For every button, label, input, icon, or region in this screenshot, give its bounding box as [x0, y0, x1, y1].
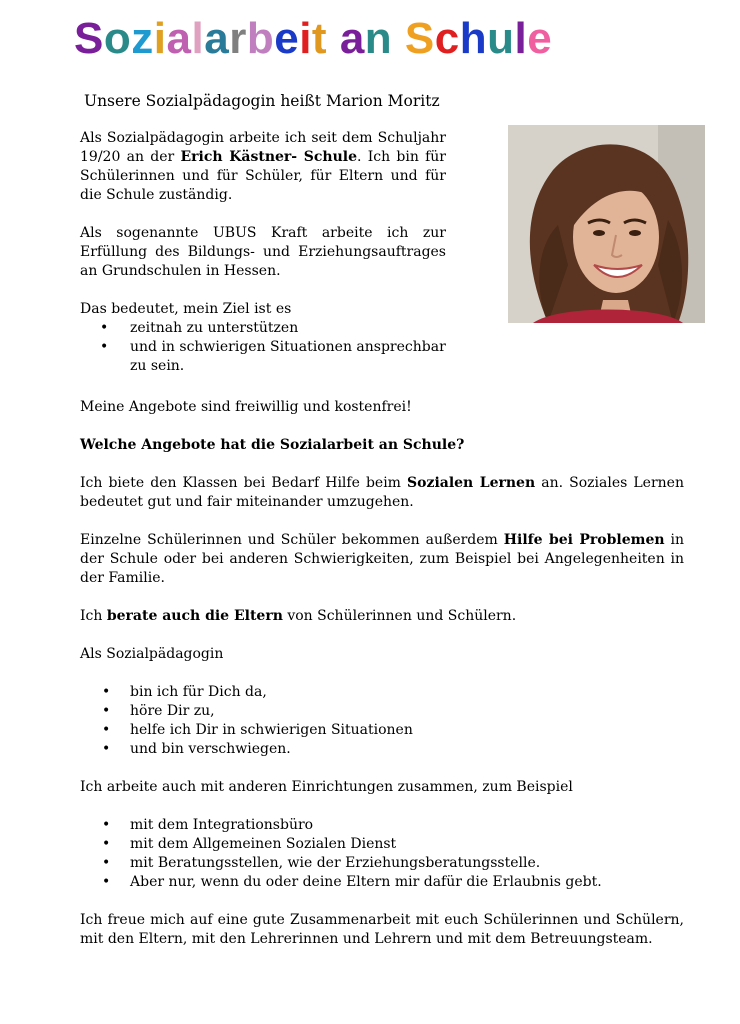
title-letter: S [74, 14, 104, 63]
problem-help-paragraph: Einzelne Schülerinnen und Schüler bekommen außerdem Hilfe bei Problemen in der Schule oder bei anderen Schwierigkeiten, zum Beispiel bei Angelegenheiten in der Familie. [80, 532, 684, 586]
cooperation-paragraph: Ich arbeite auch mit anderen Einrichtungen zusammen, zum Beispiel [80, 779, 573, 795]
title-letter: e [527, 14, 553, 63]
title-letter: l [191, 14, 205, 63]
goal-list [80, 319, 446, 376]
social-learning-paragraph: Ich biete den Klassen bei Bedarf Hilfe beim Sozialen Lernen an. Soziales Lernen bedeutet gut und fair miteinander umzugehen. [80, 475, 684, 510]
role-paragraph: Als Sozialpädagogin [80, 646, 224, 662]
bullet-icon: • [102, 855, 111, 871]
section-heading: Welche Angebote hat die Sozialarbeit an Schule? [80, 437, 465, 453]
title-letter [392, 14, 405, 63]
bullet-icon: • [100, 339, 109, 355]
intro-paragraph-goal: Das bedeutet, mein Ziel ist es [80, 301, 292, 317]
title-letter: b [246, 14, 275, 63]
title-letter: u [487, 14, 515, 63]
title-letter: t [311, 14, 328, 63]
role-list [80, 683, 684, 759]
offer-free-paragraph: Meine Angebote sind freiwillig und kostenfrei! [80, 399, 412, 415]
title-letter: i [299, 14, 312, 63]
portrait-photo [508, 125, 705, 323]
bullet-icon: • [100, 320, 109, 336]
title-letter: z [131, 14, 154, 63]
list-item: • mit Beratungsstellen, wie der Erziehungsberatungsstelle. [102, 855, 541, 871]
bullet-icon: • [102, 684, 111, 700]
list-item: • zeitnah zu unterstützen [100, 320, 299, 336]
list-item: • und in schwierigen Situationen ansprechbar zu sein. [100, 339, 446, 374]
bullet-icon: • [102, 874, 111, 890]
list-item: • bin ich für Dich da, [102, 684, 267, 700]
list-item: • mit dem Allgemeinen Sozialen Dienst [102, 836, 397, 852]
parents-paragraph: Ich berate auch die Eltern von Schülerinnen und Schülern. [80, 608, 517, 624]
subtitle: Unsere Sozialpädagogin heißt Marion Moritz [84, 92, 440, 110]
intro-paragraph-ubus: Als sogenannte UBUS Kraft arbeite ich zur Erfüllung des Bildungs- und Erziehungsauftrages an Grundschulen in Hessen. [80, 225, 446, 279]
list-item: • höre Dir zu, [102, 703, 215, 719]
title-letter: c [434, 14, 460, 63]
list-item: • und bin verschwiegen. [102, 741, 291, 757]
bullet-icon: • [102, 741, 111, 757]
title-letter: a [339, 14, 365, 63]
title-letter: i [153, 14, 167, 63]
title-letter: a [204, 14, 230, 63]
list-item: • helfe ich Dir in schwierigen Situationen [102, 722, 413, 738]
title-letter: S [404, 14, 435, 63]
title-letter [327, 14, 340, 63]
bullet-icon: • [102, 836, 111, 852]
portrait-icon [508, 125, 705, 323]
closing-paragraph: Ich freue mich auf eine gute Zusammenarbeit mit euch Schülerinnen und Schülern, mit den Eltern, mit den Lehrerinnen und Lehrern und mit dem Betreuungsteam. [80, 912, 684, 947]
bullet-icon: • [102, 703, 111, 719]
title-letter: r [229, 14, 247, 63]
intro-section [80, 129, 446, 395]
school-name: Erich Kästner- Schule [180, 149, 357, 165]
title-letter: a [166, 14, 192, 63]
bullet-icon: • [102, 817, 111, 833]
title-letter: l [514, 14, 528, 63]
list-item: • Aber nur, wenn du oder deine Eltern mir dafür die Erlaubnis gebt. [102, 874, 602, 890]
title-letter: e [274, 14, 300, 63]
page-title [74, 14, 552, 64]
list-item: • mit dem Integrationsbüro [102, 817, 314, 833]
intro-paragraph-school: Als Sozialpädagogin arbeite ich seit dem Schuljahr 19/20 an der Erich Kästner- Schule. Ich bin für Schülerinnen und für Schüler, für Eltern und für die Schule zuständig. [80, 130, 446, 203]
title-letter: n [364, 14, 393, 63]
cooperation-list [80, 816, 684, 892]
main-section [80, 398, 684, 968]
title-letter: h [459, 14, 488, 63]
title-letter: o [103, 14, 132, 63]
bullet-icon: • [102, 722, 111, 738]
